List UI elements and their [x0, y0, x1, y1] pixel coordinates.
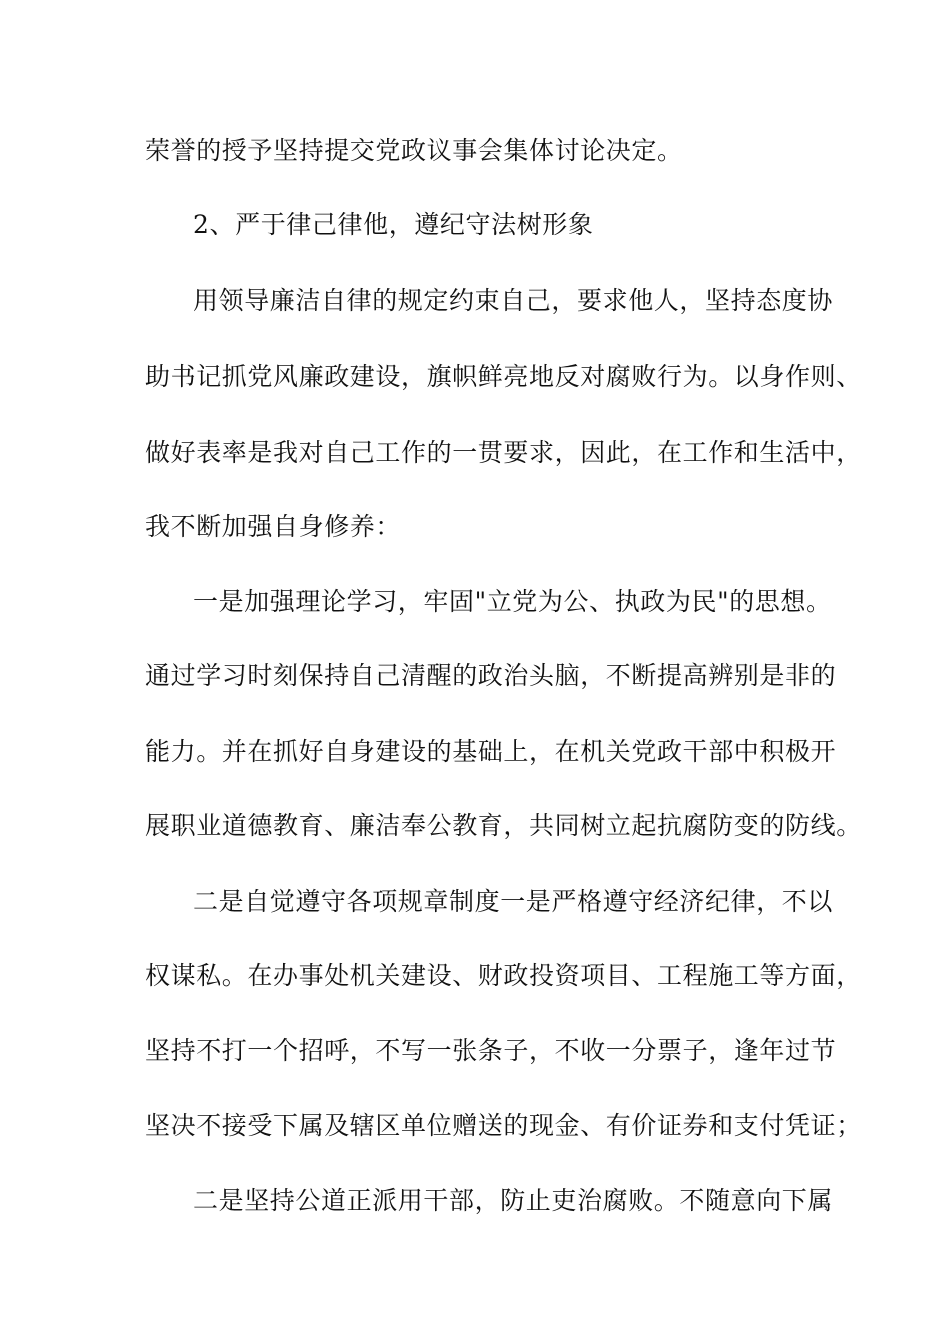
- text-line: 做好表率是我对自己工作的一贯要求，因此，在工作和生活中，: [145, 438, 862, 467]
- text-line: 坚持不打一个招呼，不写一张条子，不收一分票子，逢年过节: [145, 1036, 837, 1065]
- text-line: 坚决不接受下属及辖区单位赠送的现金、有价证券和支付凭证；: [145, 1111, 862, 1140]
- section-heading: 2、严于律己律他，遵纪守法树形象: [193, 210, 594, 239]
- text-line: 通过学习时刻保持自己清醒的政治头脑，不断提高辨别是非的: [145, 661, 837, 690]
- text-line: 用领导廉洁自律的规定约束自己，要求他人，坚持态度协: [193, 286, 834, 315]
- text-line: 展职业道德教育、廉洁奉公教育，共同树立起抗腐防变的防线。: [145, 811, 862, 840]
- text-line: 权谋私。在办事处机关建设、财政投资项目、工程施工等方面，: [145, 961, 862, 990]
- text-line: 荣誉的授予坚持提交党政议事会集体讨论决定。: [145, 136, 683, 165]
- text-line: 能力。并在抓好自身建设的基础上，在机关党政干部中积极开: [145, 737, 837, 766]
- text-line: 二是坚持公道正派用干部，防止吏治腐败。不随意向下属: [193, 1186, 834, 1215]
- text-line: 我不断加强自身修养：: [145, 512, 402, 541]
- text-line: 一是加强理论学习，牢固"立党为公、执政为民"的思想。: [193, 587, 832, 616]
- text-line: 助书记抓党风廉政建设，旗帜鲜亮地反对腐败行为。以身作则、: [145, 362, 862, 391]
- text-line: 二是自觉遵守各项规章制度一是严格遵守经济纪律，不以: [193, 887, 834, 916]
